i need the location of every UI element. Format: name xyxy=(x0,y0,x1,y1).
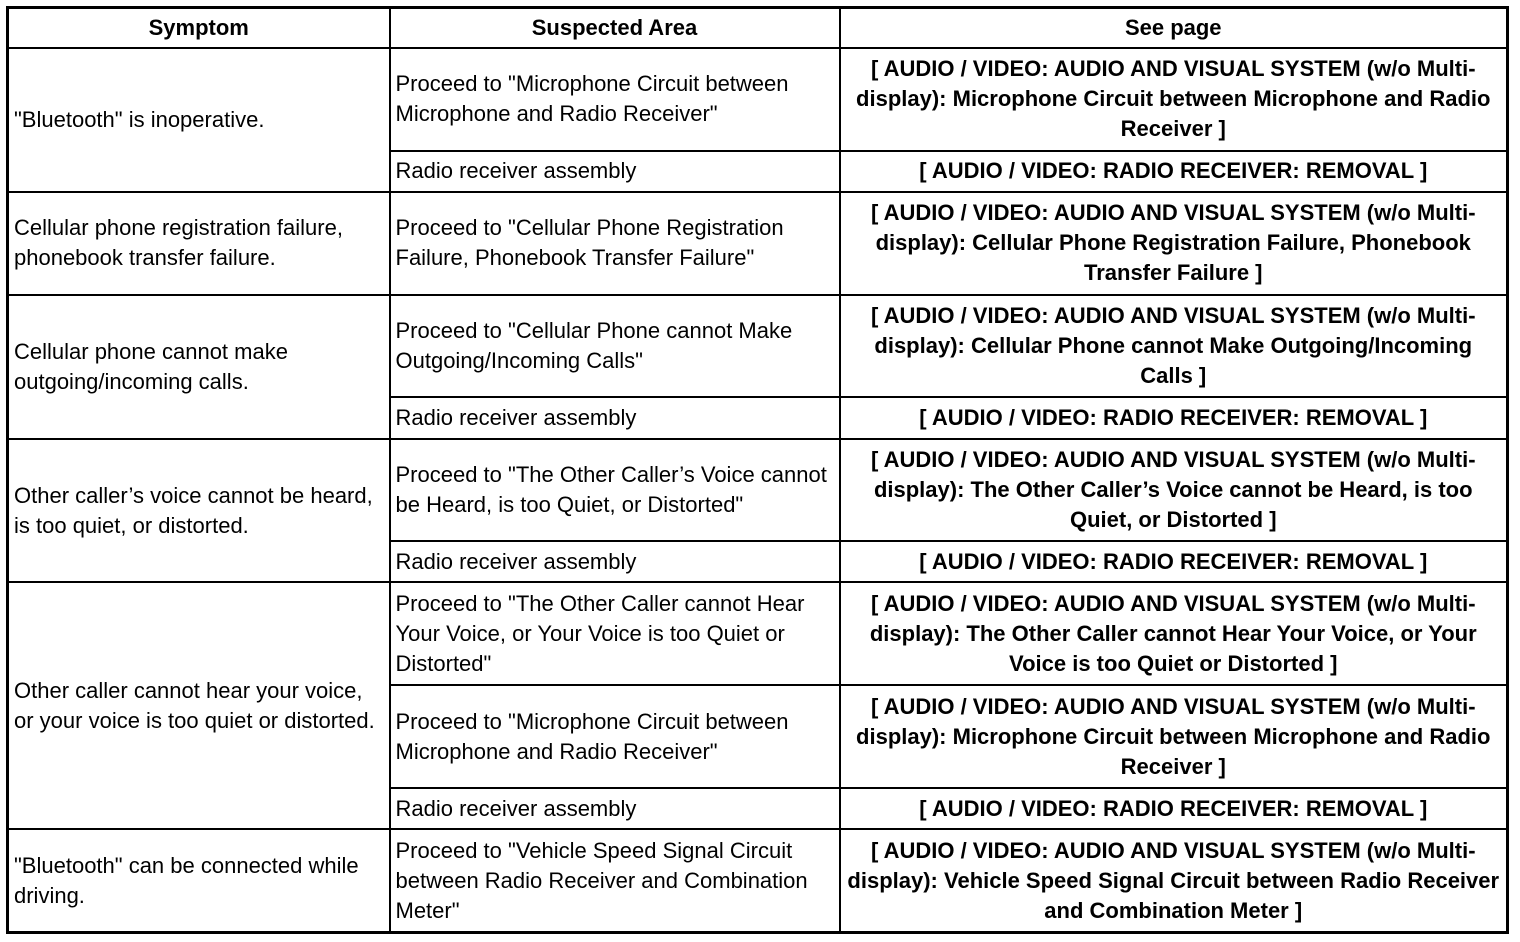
header-symptom: Symptom xyxy=(8,8,390,49)
see-page-link[interactable]: [ AUDIO / VIDEO: RADIO RECEIVER: REMOVAL ] xyxy=(840,541,1508,582)
suspected-area-cell: Proceed to "Vehicle Speed Signal Circuit between Radio Receiver and Combination Meter" xyxy=(390,829,840,932)
suspected-area-cell: Proceed to "Microphone Circuit between Microphone and Radio Receiver" xyxy=(390,685,840,788)
table-row xyxy=(8,582,1508,685)
symptom-cell: Other caller’s voice cannot be heard, is too quiet, or distorted. xyxy=(8,439,390,583)
see-page-link[interactable]: [ AUDIO / VIDEO: AUDIO AND VISUAL SYSTEM (w/o Multi-display): Microphone Circuit between Microphone and Radio Receiver ] xyxy=(840,685,1508,788)
symptom-cell: "Bluetooth" is inoperative. xyxy=(8,48,390,192)
symptom-cell: Cellular phone registration failure, phonebook transfer failure. xyxy=(8,192,390,295)
see-page-link[interactable]: [ AUDIO / VIDEO: AUDIO AND VISUAL SYSTEM (w/o Multi-display): Microphone Circuit between Microphone and Radio Receiver ] xyxy=(840,48,1508,151)
problem-symptoms-table xyxy=(6,6,1509,934)
table-row xyxy=(8,439,1508,542)
suspected-area-cell: Radio receiver assembly xyxy=(390,151,840,192)
symptom-cell: Cellular phone cannot make outgoing/incoming calls. xyxy=(8,295,390,439)
see-page-link[interactable]: [ AUDIO / VIDEO: AUDIO AND VISUAL SYSTEM (w/o Multi-display): The Other Caller cannot Hear Your Voice, or Your Voice is too Quiet or Distorted ] xyxy=(840,582,1508,685)
suspected-area-cell: Radio receiver assembly xyxy=(390,541,840,582)
see-page-link[interactable]: [ AUDIO / VIDEO: AUDIO AND VISUAL SYSTEM (w/o Multi-display): The Other Caller’s Voice cannot be Heard, is too Quiet, or Distorted ] xyxy=(840,439,1508,542)
see-page-link[interactable]: [ AUDIO / VIDEO: RADIO RECEIVER: REMOVAL ] xyxy=(840,397,1508,438)
symptom-cell: Other caller cannot hear your voice, or your voice is too quiet or distorted. xyxy=(8,582,390,829)
suspected-area-cell: Proceed to "Microphone Circuit between Microphone and Radio Receiver" xyxy=(390,48,840,151)
suspected-area-cell: Radio receiver assembly xyxy=(390,397,840,438)
suspected-area-cell: Proceed to "Cellular Phone Registration Failure, Phonebook Transfer Failure" xyxy=(390,192,840,295)
suspected-area-cell: Radio receiver assembly xyxy=(390,788,840,829)
see-page-link[interactable]: [ AUDIO / VIDEO: RADIO RECEIVER: REMOVAL ] xyxy=(840,788,1508,829)
suspected-area-cell: Proceed to "Cellular Phone cannot Make Outgoing/Incoming Calls" xyxy=(390,295,840,398)
see-page-link[interactable]: [ AUDIO / VIDEO: AUDIO AND VISUAL SYSTEM (w/o Multi-display): Cellular Phone cannot Make Outgoing/Incoming Calls ] xyxy=(840,295,1508,398)
header-see-page: See page xyxy=(840,8,1508,49)
table-row xyxy=(8,829,1508,932)
table-row xyxy=(8,295,1508,398)
suspected-area-cell: Proceed to "The Other Caller cannot Hear Your Voice, or Your Voice is too Quiet or Distorted" xyxy=(390,582,840,685)
symptom-cell: "Bluetooth" can be connected while driving. xyxy=(8,829,390,932)
see-page-link[interactable]: [ AUDIO / VIDEO: AUDIO AND VISUAL SYSTEM (w/o Multi-display): Cellular Phone Registration Failure, Phonebook Transfer Failure ] xyxy=(840,192,1508,295)
see-page-link[interactable]: [ AUDIO / VIDEO: AUDIO AND VISUAL SYSTEM (w/o Multi-display): Vehicle Speed Signal Circuit between Radio Receiver and Combination Meter ] xyxy=(840,829,1508,932)
see-page-link[interactable]: [ AUDIO / VIDEO: RADIO RECEIVER: REMOVAL ] xyxy=(840,151,1508,192)
header-row xyxy=(8,8,1508,49)
header-suspected-area: Suspected Area xyxy=(390,8,840,49)
table-row xyxy=(8,192,1508,295)
suspected-area-cell: Proceed to "The Other Caller’s Voice cannot be Heard, is too Quiet, or Distorted" xyxy=(390,439,840,542)
table-row xyxy=(8,48,1508,151)
